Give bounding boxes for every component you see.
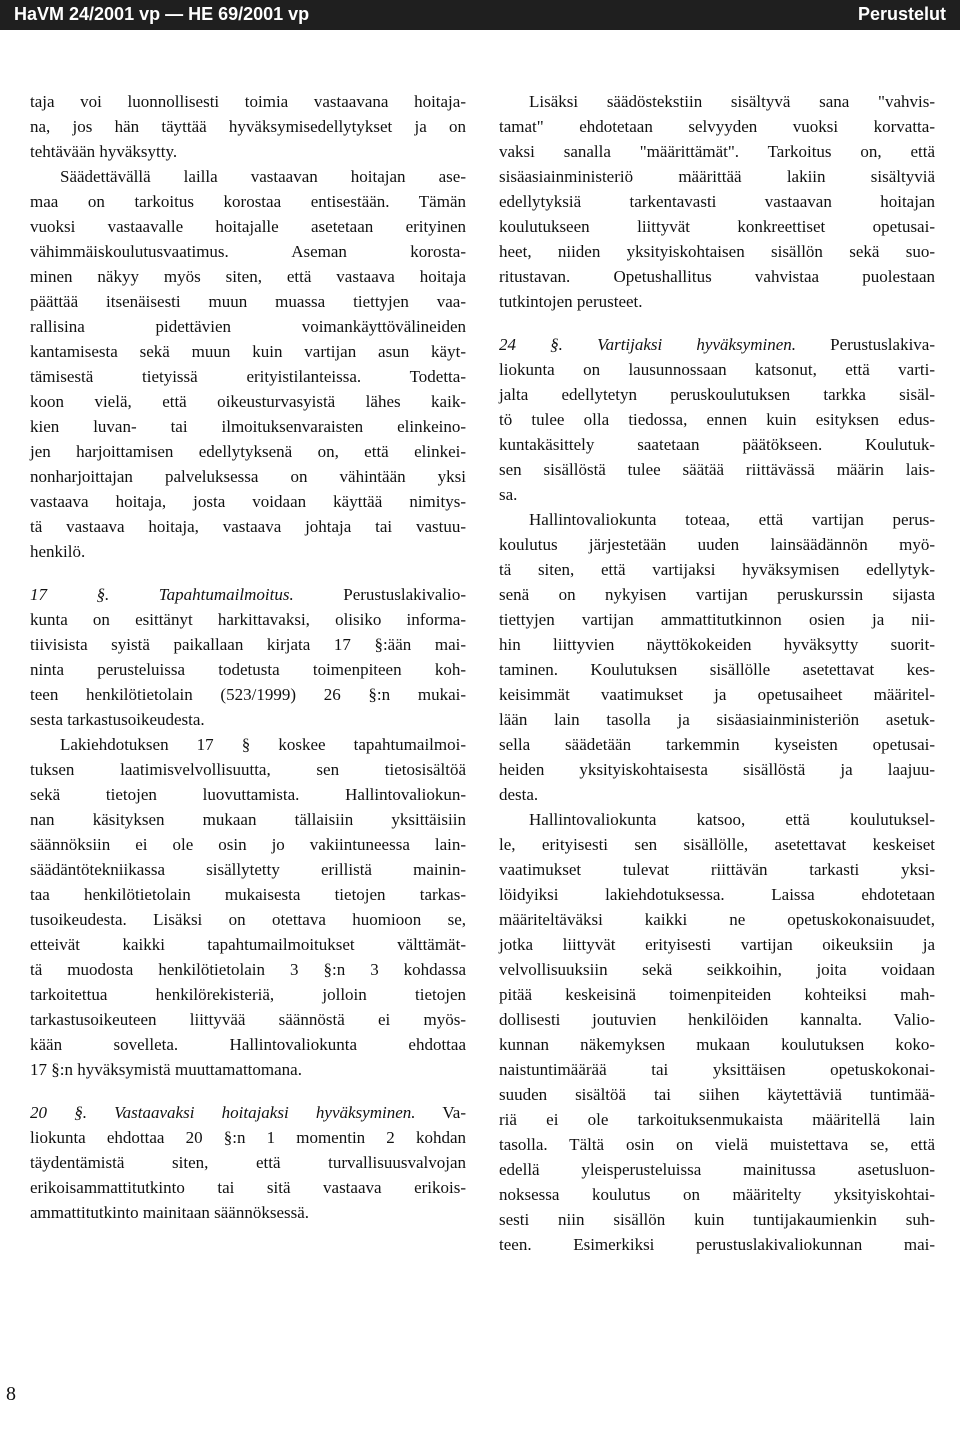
line-text: kantamisesta sekä muun kuin vartijan asun käyt- bbox=[30, 342, 466, 361]
line-text: kään sovelleta. Hallintovaliokunta ehdottaa bbox=[30, 1035, 466, 1054]
text-line bbox=[499, 457, 935, 482]
line-text: vähimmäiskoulutusvaatimus. Aseman korosta- bbox=[30, 242, 466, 261]
line-text: edellytyksiä tarkentavasti vastaavan hoitajan bbox=[499, 192, 935, 211]
line-text: heet, niiden yksityiskohtaisen sisällön sekä suo- bbox=[499, 242, 935, 261]
paragraph-gap bbox=[499, 314, 935, 332]
line-text: taa henkilötietolain mukaisesta tietojen tarkas- bbox=[30, 885, 466, 904]
line-text: maa on tarkoitus korostaa entisestään. Tämän bbox=[30, 192, 466, 211]
text-line bbox=[30, 414, 466, 439]
text-line bbox=[30, 464, 466, 489]
text-line bbox=[499, 1057, 935, 1082]
line-text: säännöksiin ei ole osin jo vakiintuneessa lain- bbox=[30, 835, 466, 854]
line-text: kuntakäsittely saatetaan päätökseen. Koulutuk- bbox=[499, 435, 935, 454]
text-line bbox=[30, 732, 466, 757]
text-line bbox=[499, 1232, 935, 1257]
text-line bbox=[499, 332, 935, 357]
line-text: heiden yksityiskohtaisesta sisällöstä ja laajuu- bbox=[499, 760, 935, 779]
text-line bbox=[30, 1007, 466, 1032]
text-line bbox=[30, 264, 466, 289]
line-text: vuoksi vastaavalle hoitajalle asetetaan erityinen bbox=[30, 217, 466, 236]
text-line bbox=[30, 932, 466, 957]
text-line bbox=[499, 782, 935, 807]
line-text: dollisesti joutuvien henkilöiden kannalta. Valio- bbox=[499, 1010, 935, 1029]
line-text: kunta on esittänyt harkittavaksi, olisiko informa- bbox=[30, 610, 466, 629]
line-text: etteivät kaikki tapahtumailmoitukset välttämät- bbox=[30, 935, 466, 954]
section-heading: 17 §. Tapahtumailmoitus. bbox=[30, 585, 294, 604]
line-text: lään lain tasolla ja sisäasiainministeriön asetuk- bbox=[499, 710, 935, 729]
text-line bbox=[30, 807, 466, 832]
left-text-column bbox=[30, 89, 466, 1225]
line-text: teen henkilötietolain (523/1999) 26 §:n mukai- bbox=[30, 685, 466, 704]
text-line bbox=[30, 139, 466, 164]
line-text: sa. bbox=[499, 485, 518, 504]
text-line bbox=[499, 357, 935, 382]
line-text: noksessa koulutus on määritelty yksityiskohtai- bbox=[499, 1185, 935, 1204]
text-line bbox=[30, 832, 466, 857]
text-line bbox=[499, 682, 935, 707]
line-text: tasolla. Tältä osin on vielä muistettava se, että bbox=[499, 1135, 935, 1154]
line-text: ninta perusteluissa todetusta toimenpiteen koh- bbox=[30, 660, 466, 679]
line-text: teen. Esimerkiksi perustuslakivaliokunnan mai- bbox=[499, 1235, 935, 1254]
line-text: jotka liittyvät erityisesti vartijan oikeuksiin ja bbox=[499, 935, 935, 954]
text-line bbox=[30, 514, 466, 539]
text-line bbox=[30, 632, 466, 657]
text-line bbox=[30, 1125, 466, 1150]
line-text: tö tulee olla tiedossa, ennen kuin esityksen edus- bbox=[499, 410, 935, 429]
line-text: tutkintojen perusteet. bbox=[499, 292, 643, 311]
text-line bbox=[30, 539, 466, 564]
line-text: vastaava hoitaja, josta voidaan käyttää nimitys- bbox=[30, 492, 466, 511]
text-line bbox=[30, 982, 466, 1007]
line-text: velvollisuuksiin sekä seikkoihin, joita voidaan bbox=[499, 960, 935, 979]
line-text: na, jos hän täyttää hyväksymisedellytykset ja on bbox=[30, 117, 466, 136]
text-line bbox=[499, 432, 935, 457]
line-text: vaksi sanalla "määrittämät". Tarkoitus on, että bbox=[499, 142, 935, 161]
text-line bbox=[499, 607, 935, 632]
line-text: ritustavan. Opetushallitus vahvistaa puolestaan bbox=[499, 267, 935, 286]
line-text: Perustuslakivalio- bbox=[293, 585, 466, 604]
text-line bbox=[30, 389, 466, 414]
line-text: Perustuslakiva- bbox=[796, 335, 935, 354]
line-text: jen harjoittamisen edellytyksenä on, että elinkei- bbox=[30, 442, 466, 461]
section-heading: 24 §. Vartijaksi hyväksyminen. bbox=[499, 335, 797, 354]
text-line bbox=[499, 239, 935, 264]
text-line bbox=[30, 607, 466, 632]
line-text: henkilö. bbox=[30, 542, 86, 561]
line-text: erikoisammattitutkinto tai sitä vastaava erikois- bbox=[30, 1178, 466, 1197]
text-line bbox=[30, 1200, 466, 1225]
text-line bbox=[499, 164, 935, 189]
text-line bbox=[499, 139, 935, 164]
text-line bbox=[499, 1082, 935, 1107]
line-text: Hallintovaliokunta toteaa, että vartijan perus- bbox=[529, 510, 935, 529]
text-line bbox=[499, 657, 935, 682]
text-line bbox=[499, 532, 935, 557]
line-text: tä vastaava hoitaja, vastaava johtaja tai vastuu- bbox=[30, 517, 466, 536]
line-text: nan käsityksen mukaan tällaisiin yksittäisiin bbox=[30, 810, 466, 829]
text-line bbox=[30, 439, 466, 464]
text-line bbox=[499, 757, 935, 782]
line-text: koulutus järjestetään uuden lainsäädännön myö- bbox=[499, 535, 935, 554]
line-text: tamat" ehdotetaan selvyyden vuoksi korvatta- bbox=[499, 117, 935, 136]
line-text: tä siten, että vartijaksi hyväksymisen edellytyk- bbox=[499, 560, 935, 579]
line-text: nonharjoittajan palveluksessa on vähintään yksi bbox=[30, 467, 466, 486]
text-line bbox=[30, 957, 466, 982]
text-line bbox=[30, 364, 466, 389]
text-line bbox=[30, 289, 466, 314]
text-line bbox=[499, 264, 935, 289]
line-text: tämisestä tietyissä erityistilanteissa. Todetta- bbox=[30, 367, 466, 386]
line-text: tä muodosta henkilötietolain 3 §:n 3 kohdassa bbox=[30, 960, 466, 979]
text-line bbox=[30, 164, 466, 189]
text-line bbox=[30, 682, 466, 707]
line-text: naistuntimäärää tai yksittäisen opetuskokonai- bbox=[499, 1060, 935, 1079]
text-line bbox=[499, 1007, 935, 1032]
text-line bbox=[499, 507, 935, 532]
text-line bbox=[499, 582, 935, 607]
line-text: sen sisällöstä tulee säätää riittävässä määrin lais- bbox=[499, 460, 935, 479]
page-number: 8 bbox=[6, 1383, 16, 1405]
text-line bbox=[499, 957, 935, 982]
paragraph-gap bbox=[30, 1082, 466, 1100]
line-text: tarkoitettua henkilörekisteriä, jolloin tietojen bbox=[30, 985, 466, 1004]
text-line bbox=[30, 1057, 466, 1082]
text-line bbox=[30, 1032, 466, 1057]
text-line bbox=[30, 657, 466, 682]
line-text: hin liittyvien näyttökokeiden hyväksytty suorit- bbox=[499, 635, 935, 654]
line-text: säädäntötekniikassa sisällytetty erillistä mainin- bbox=[30, 860, 466, 879]
text-line bbox=[499, 1157, 935, 1182]
text-line bbox=[30, 782, 466, 807]
line-text: Va- bbox=[415, 1103, 466, 1122]
line-text: tusoikeudesta. Lisäksi on otettava huomioon se, bbox=[30, 910, 466, 929]
text-line bbox=[30, 189, 466, 214]
text-line bbox=[30, 89, 466, 114]
line-text: täydentämistä siten, että turvallisuusvalvojan bbox=[30, 1153, 466, 1172]
line-text: suuden sisältöä tai siihen käytettäviä tuntimää- bbox=[499, 1085, 935, 1104]
header-document-reference: HaVM 24/2001 vp — HE 69/2001 vp bbox=[14, 4, 310, 24]
line-text: jalta edellytetyn peruskoulutuksen tarkka sisäl- bbox=[499, 385, 935, 404]
line-text: senä on nykyisen vartijan peruskurssin sijasta bbox=[499, 585, 935, 604]
line-text: edellä yleisperusteluissa mainitussa asetusluon- bbox=[499, 1160, 935, 1179]
line-text: Hallintovaliokunta katsoo, että koulutuksel- bbox=[529, 810, 935, 829]
text-line bbox=[30, 339, 466, 364]
line-text: taminen. Koulutuksen sisällölle asetettavat kes- bbox=[499, 660, 935, 679]
text-line bbox=[499, 1207, 935, 1232]
line-text: vaatimukset tulevat riittävän tarkasti yksi- bbox=[499, 860, 935, 879]
text-line bbox=[30, 1150, 466, 1175]
line-text: minen näkyy myös siten, että vastaava hoitaja bbox=[30, 267, 466, 286]
text-line bbox=[499, 189, 935, 214]
line-text: koulutukseen liittyvät konkreettiset opetusai- bbox=[499, 217, 935, 236]
line-text: sekä tietojen luovuttamista. Hallintovaliokun- bbox=[30, 785, 466, 804]
line-text: Lisäksi säädöstekstiin sisältyvä sana "vahvis- bbox=[529, 92, 935, 111]
text-line bbox=[499, 557, 935, 582]
text-line bbox=[499, 807, 935, 832]
text-line bbox=[499, 932, 935, 957]
text-line bbox=[499, 857, 935, 882]
line-text: tiivisista syistä paikallaan kirjata 17 §:ään mai- bbox=[30, 635, 466, 654]
line-text: sella säädetään tarkemmin kyseisten opetusai- bbox=[499, 735, 935, 754]
text-line bbox=[499, 407, 935, 432]
text-line bbox=[30, 214, 466, 239]
line-text: liokunta on lausunnossaan katsonut, että varti- bbox=[499, 360, 935, 379]
line-text: Lakiehdotuksen 17 § koskee tapahtumailmoi- bbox=[60, 735, 466, 754]
text-line bbox=[499, 832, 935, 857]
text-line bbox=[30, 857, 466, 882]
text-line bbox=[30, 882, 466, 907]
text-line bbox=[499, 882, 935, 907]
text-line bbox=[499, 289, 935, 314]
line-text: pitää keskeisinä toimenpiteiden kohteiksi mah- bbox=[499, 985, 935, 1004]
line-text: koon vielä, että oikeusturvasyistä lähes kaik- bbox=[30, 392, 466, 411]
text-line bbox=[30, 239, 466, 264]
line-text: keisimmät vaatimukset ja opetusaiheet määritel- bbox=[499, 685, 935, 704]
line-text: sisäasiainministeriö määrittää lakiin sisältyviä bbox=[499, 167, 935, 186]
text-line bbox=[30, 707, 466, 732]
text-line bbox=[499, 907, 935, 932]
line-text: Säädettävällä lailla vastaavan hoitajan ase- bbox=[60, 167, 466, 186]
line-text: tehtävään hyväksytty. bbox=[30, 142, 178, 161]
text-line bbox=[499, 707, 935, 732]
line-text: löidyiksi lakiehdotuksessa. Laissa ehdotetaan bbox=[499, 885, 935, 904]
line-text: le, erityisesti sen sisällölle, asetettavat keskeiset bbox=[499, 835, 935, 854]
line-text: kien luvan- tai ilmoituksenvaraisten elinkeino- bbox=[30, 417, 466, 436]
text-line bbox=[499, 1107, 935, 1132]
text-line bbox=[499, 114, 935, 139]
text-line bbox=[499, 632, 935, 657]
text-line bbox=[499, 1182, 935, 1207]
text-line bbox=[30, 114, 466, 139]
line-text: määriteltäväksi kaikki ne opetuskokonaisuudet, bbox=[499, 910, 935, 929]
line-text: sesti niin sisällön kuin tuntijakaumienkin suh- bbox=[499, 1210, 935, 1229]
line-text: tiettyjen vartijan ammattitutkinnon osien ja nii- bbox=[499, 610, 935, 629]
header-section-title: Perustelut bbox=[857, 4, 946, 24]
text-line bbox=[30, 757, 466, 782]
text-line bbox=[30, 1100, 466, 1125]
right-text-column bbox=[499, 89, 935, 1257]
section-heading: 20 §. Vastaavaksi hoitajaksi hyväksyminen. bbox=[30, 1103, 416, 1122]
text-line bbox=[499, 1132, 935, 1157]
text-line bbox=[30, 907, 466, 932]
line-text: tuksen laatimisvelvollisuutta, sen tietosisältöä bbox=[30, 760, 466, 779]
line-text: 17 §:n hyväksymistä muuttamattomana. bbox=[30, 1060, 302, 1079]
line-text: desta. bbox=[499, 785, 539, 804]
text-line bbox=[499, 89, 935, 114]
text-line bbox=[499, 214, 935, 239]
line-text: rallisina pidettävien voimankäyttövälineiden bbox=[30, 317, 466, 336]
line-text: ammattitutkinto mainitaan säännöksessä. bbox=[30, 1203, 310, 1222]
text-line bbox=[30, 314, 466, 339]
line-text: sesta tarkastusoikeudesta. bbox=[30, 710, 205, 729]
text-line bbox=[499, 982, 935, 1007]
text-line bbox=[499, 1032, 935, 1057]
paragraph-gap bbox=[30, 564, 466, 582]
line-text: kunnan näkemyksen mukaan koulutuksen koko- bbox=[499, 1035, 935, 1054]
line-text: liokunta ehdottaa 20 §:n 1 momentin 2 kohdan bbox=[30, 1128, 466, 1147]
text-line bbox=[499, 482, 935, 507]
text-line bbox=[30, 489, 466, 514]
text-line bbox=[499, 732, 935, 757]
line-text: taja voi luonnollisesti toimia vastaavana hoitaja- bbox=[30, 92, 466, 111]
text-line bbox=[30, 582, 466, 607]
line-text: tarkastusoikeuteen liittyvää säännöstä ei myös- bbox=[30, 1010, 466, 1029]
text-line bbox=[30, 1175, 466, 1200]
line-text: riä ei ole tarkoituksenmukaista määritellä lain bbox=[499, 1110, 935, 1129]
running-header bbox=[0, 0, 960, 30]
line-text: päättää itsenäisesti muun muassa tiettyjen vaa- bbox=[30, 292, 466, 311]
text-line bbox=[499, 382, 935, 407]
